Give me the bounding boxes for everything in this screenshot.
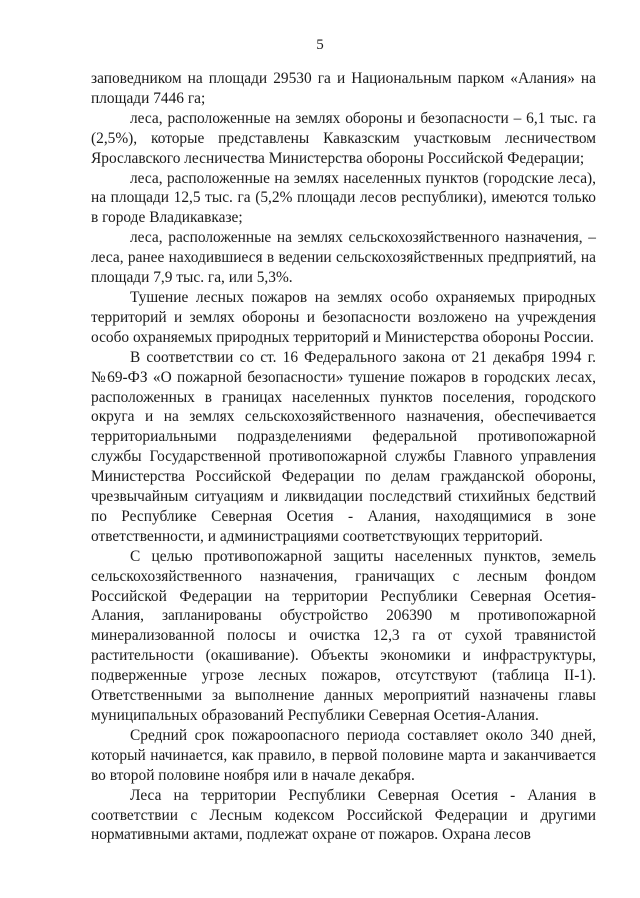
paragraph-5: Тушение лесных пожаров на землях особо охраняемых природных территорий и землях обороны и безопасности возложено на учреждения особо охраняемых природных территорий и Министерства обороны России.	[91, 288, 596, 346]
paragraph-7: С целью противопожарной защиты населенных пунктов, земель сельскохозяйственного назначения, граничащих с лесным фондом Российской Федерации на территории Республики Северная Осетия-Алания, запланированы обустройство 206390 м противопожарной минерализованной полосы и очистка 12,3 га от сухой травянистой растительности (окашивание). Объекты экономики и инфраструктуры, подверженные угрозе лесных пожаров, отсутствуют (таблица II-1). Ответственными за выполнение данных мероприятий назначены главы муниципальных образований Республики Северная Осетия-Алания.	[91, 547, 596, 724]
paragraph-9: Леса на территории Республики Северная Осетия - Алания в соответствии с Лесным кодексом Российской Федерации и другими нормативными актами, подлежат охране от пожаров. Охрана лесов	[91, 786, 596, 844]
page-number: 5	[316, 37, 324, 53]
paragraph-1: заповедником на площади 29530 га и Национальным парком «Алания» на площади 7446 га;	[91, 70, 596, 107]
paragraph-3: леса, расположенные на землях населенных пунктов (городские леса), на площади 12,5 тыс. га (5,2% площади лесов республики), имеются только в городе Владикавказе;	[91, 169, 596, 227]
paragraph-2: леса, расположенные на землях обороны и безопасности – 6,1 тыс. га (2,5%), которые представлены Кавказским участковым лесничеством Ярославского лесничества Министерства обороны Российской Федерации;	[91, 109, 596, 167]
paragraph-8: Средний срок пожароопасного периода составляет около 340 дней, который начинается, как правило, в первой половине марта и заканчивается во второй половине ноября или в начале декабря.	[91, 726, 596, 784]
paragraph-4: леса, расположенные на землях сельскохозяйственного назначения, – леса, ранее находившиеся в ведении сельскохозяйственных предприятий, на площади 7,9 тыс. га, или 5,3%.	[91, 229, 596, 287]
document-body	[91, 69, 596, 845]
paragraph-6: В соответствии со ст. 16 Федерального закона от 21 декабря 1994 г. №69-ФЗ «О пожарной безопасности» тушение пожаров в городских лесах, расположенных в границах населенных пунктов поселения, городского округа и на землях сельскохозяйственного назначения, обеспечивается территориальными подразделениями федеральной противопожарной службы Государственной противопожарной службы Главного управления Министерства Российской Федерации по делам гражданской обороны, чрезвычайным ситуациям и ликвидации последствий стихийных бедствий по Республике Северная Осетия - Алания, находящимися в зоне ответственности, и администрациями соответствующих территорий.	[91, 348, 596, 545]
